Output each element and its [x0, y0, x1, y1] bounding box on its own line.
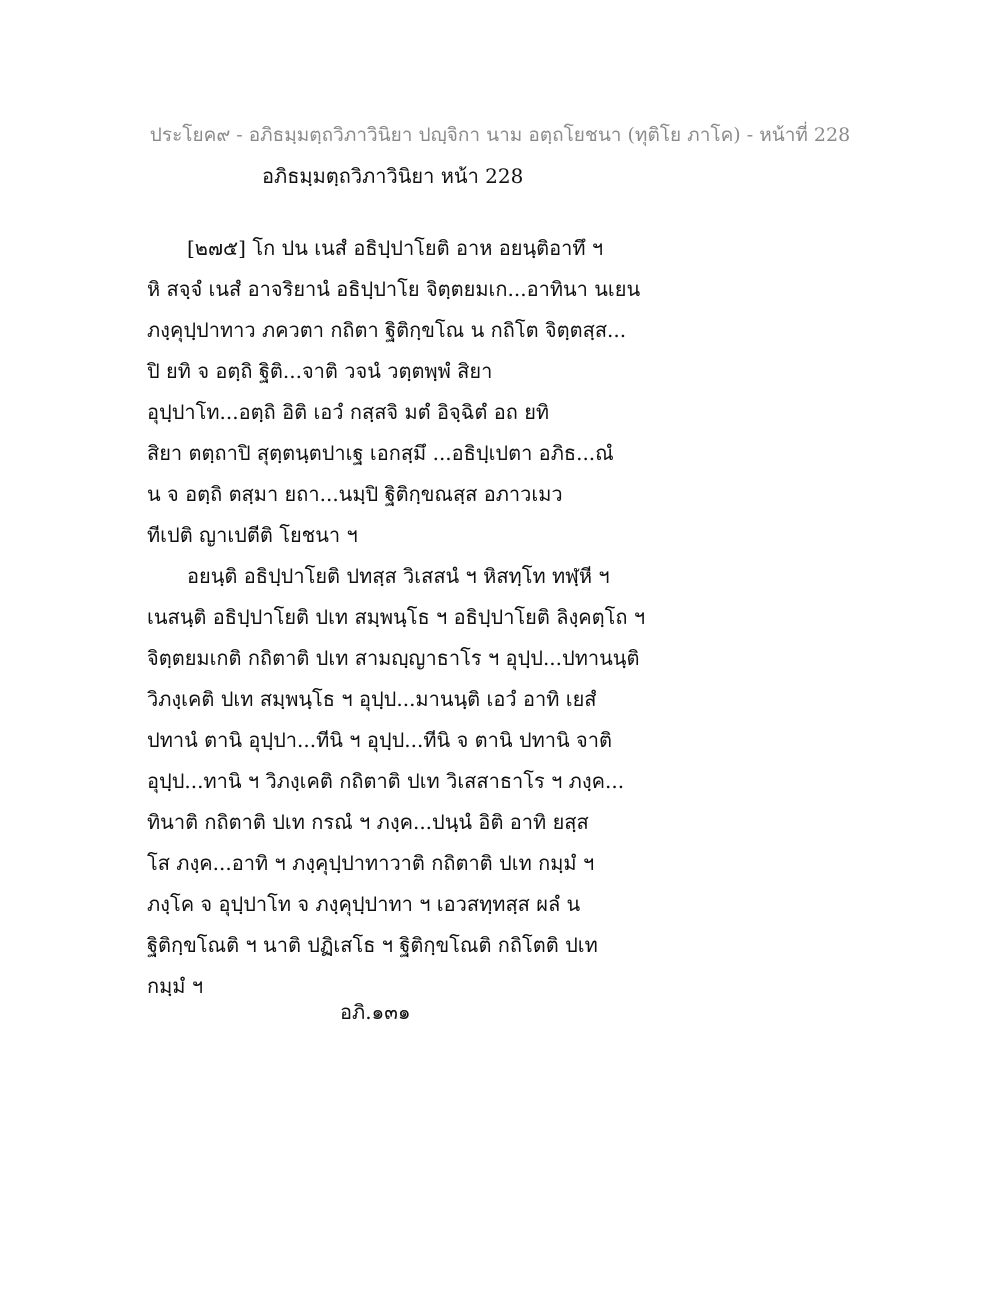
text-line: หิ สจฺจํ เนสํ อาจริยานํ อธิปฺปาโย จิตฺตยมเก...อาทินา นเยน: [147, 277, 641, 301]
text-line: จิตฺตยมเกติ กถิตาติ ปเท สามญฺญาธาโร ฯ อุปฺป...ปทานนฺติ: [147, 646, 640, 670]
text-line: น จ อตฺถิ ตสฺมา ยถา...นมฺปิ ฐิติกฺขณสฺส อภาวเมว: [147, 482, 563, 506]
text-line: ภงฺคุปฺปาทาว ภควตา กถิตา ฐิติกฺขโณ น กถิโต จิตฺตสฺส...: [147, 318, 627, 342]
text-line: สิยา ตตฺถาปิ สุตฺตนฺตปาเฐ เอกสฺมึ ...อธิปฺเปตา อภิธ...ณํ: [147, 441, 614, 465]
text-line: ฐิติกฺขโณติ ฯ นาติ ปฏิเสโธ ฯ ฐิติกฺขโณติ กถิโตติ ปเท: [147, 933, 598, 957]
text-line: ทีเปติ ญาเปตีติ โยชนา ฯ: [147, 523, 358, 547]
running-header: ประโยค๙ - อภิธมฺมตฺถวิภาวินิยา ปญฺจิกา นาม อตฺถโยชนา (ทุติโย ภาโค) - หน้าที่ 228: [149, 124, 851, 146]
text-line: ทินาติ กถิตาติ ปเท กรณํ ฯ ภงฺค...ปนฺนํ อิติ อาทิ ยสฺส: [147, 810, 589, 834]
text-line: โส ภงฺค...อาทิ ฯ ภงฺคุปฺปาทาวาติ กถิตาติ ปเท กมฺมํ ฯ: [147, 851, 595, 875]
page-subtitle: อภิธมฺมตฺถวิภาวินิยา หน้า 228: [262, 164, 524, 188]
text-line: กมฺมํ ฯ: [147, 974, 204, 998]
text-line: ภงฺโค จ อุปฺปาโท จ ภงฺคุปฺปาทา ฯ เอวสทฺทสฺส ผลํ น: [147, 892, 581, 916]
text-line: อุปฺปาโท...อตฺถิ อิติ เอวํ กสฺสจิ มตํ อิจฺฉิตํ อถ ยทิ: [147, 400, 550, 424]
text-line: ปทานํ ตานิ อุปฺปา...ทีนิ ฯ อุปฺป...ทีนิ จ ตานิ ปทานิ จาติ: [147, 728, 612, 752]
text-line: [๒๗๕] โก ปน เนสํ อธิปฺปาโยติ อาห อยนฺติอาทึ ฯ: [187, 236, 604, 260]
text-line: อุปฺป...ทานิ ฯ วิภงฺเคติ กถิตาติ ปเท วิเสสาธาโร ฯ ภงฺค...: [147, 769, 625, 793]
text-line: ปิ ยทิ จ อตฺถิ ฐิติ...จาติ วจนํ วตฺตพฺพํ สิยา: [147, 359, 493, 383]
body-text: [147, 228, 867, 1007]
text-line: วิภงฺเคติ ปเท สมฺพนฺโธ ฯ อุปฺป...มานนฺติ เอวํ อาทิ เยสํ: [147, 687, 597, 711]
page-marker: อภิ.๑๓๑: [340, 1000, 411, 1024]
text-line: อยนฺติ อธิปฺปาโยติ ปทสฺส วิเสสนํ ฯ หิสทฺโท ทฬฺหี ฯ: [187, 564, 610, 588]
text-line: เนสนฺติ อธิปฺปาโยติ ปเท สมฺพนฺโธ ฯ อธิปฺปาโยติ ลิงฺคตฺโถ ฯ: [147, 605, 646, 629]
